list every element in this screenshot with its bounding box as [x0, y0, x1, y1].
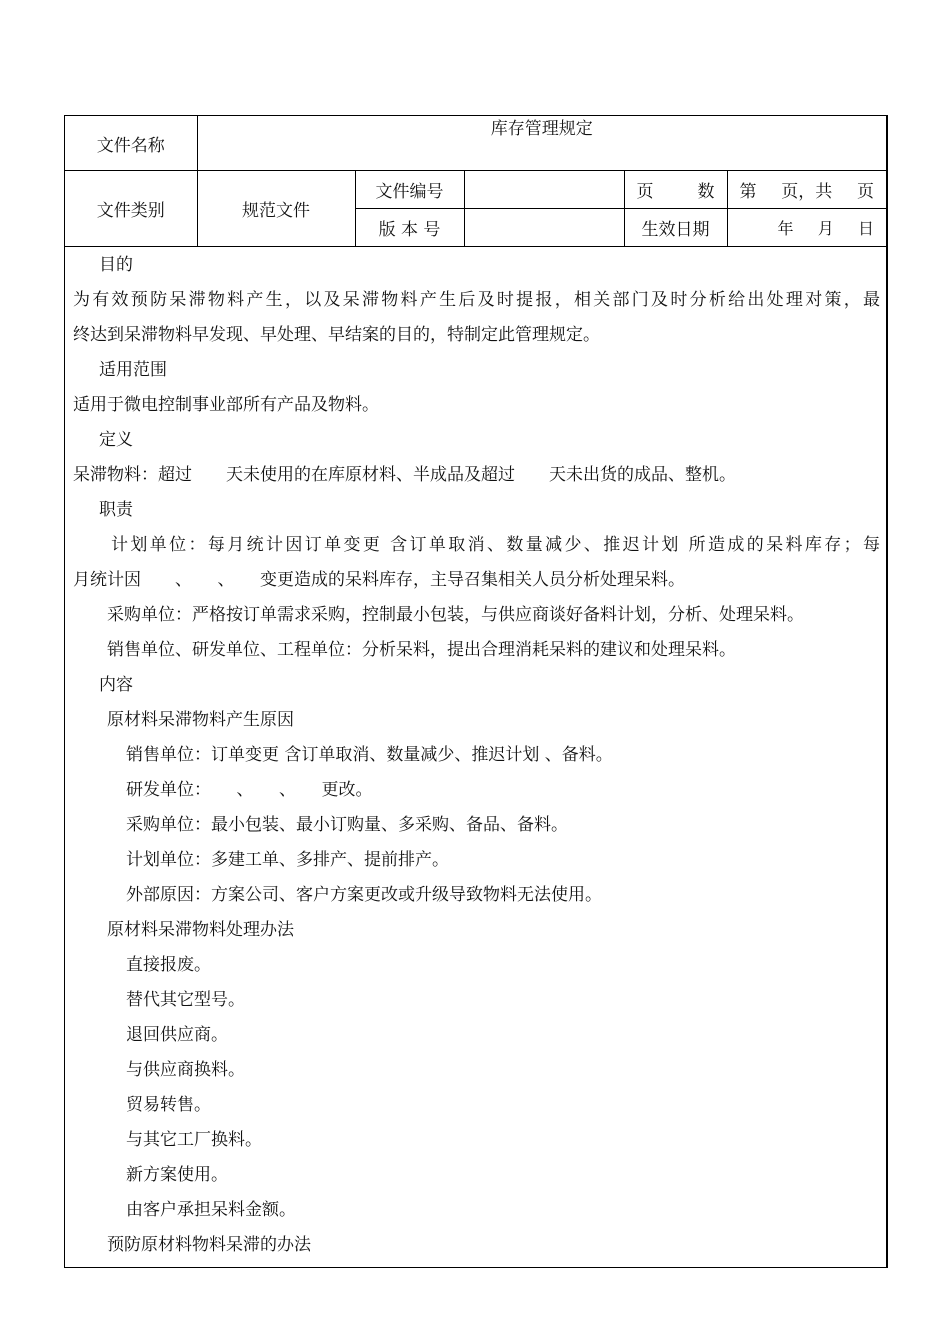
handling-item: 贸易转售。 — [126, 1095, 211, 1115]
handling-item: 替代其它型号。 — [126, 990, 245, 1010]
handling-item: 退回供应商。 — [126, 1025, 228, 1045]
cause-item: 外部原因：方案公司、客户方案更改或升级导致物料无法使用。 — [126, 885, 602, 905]
duties-planning-line1: 计划单位：每月统计因订单变更 含订单取消、数量减少、推迟计划 所造成的呆料库存；每 — [111, 535, 880, 555]
document-page — [64, 115, 888, 1268]
handling-item: 由客户承担呆料金额。 — [126, 1200, 296, 1220]
cause-item: 采购单位：最小包装、最小订购量、多采购、备品、备料。 — [126, 815, 568, 835]
pages-value-3: 页 — [857, 182, 874, 202]
pages-label — [624, 171, 727, 209]
subheading-handling: 原材料呆滞物料处理办法 — [107, 920, 294, 940]
date-day: 日 — [857, 219, 874, 238]
handling-item: 新方案使用。 — [126, 1165, 228, 1185]
scope-paragraph: 适用于微电控制事业部所有产品及物料。 — [73, 395, 379, 415]
section-heading-scope: 适用范围 — [99, 360, 167, 380]
definition-paragraph: 呆滞物料：超过 天未使用的在库原材料、半成品及超过 天未出货的成品、整机。 — [73, 465, 736, 485]
file-type-label: 文件类别 — [65, 171, 197, 247]
handling-item: 直接报废。 — [126, 955, 211, 975]
duties-sales-rd-eng: 销售单位、研发单位、工程单位：分析呆料，提出合理消耗呆料的建议和处理呆料。 — [107, 640, 736, 660]
pages-value-1: 第 — [739, 182, 757, 202]
subheading-causes: 原材料呆滞物料产生原因 — [107, 710, 294, 730]
handling-item: 与供应商换料。 — [126, 1060, 245, 1080]
cause-item: 销售单位：订单变更 含订单取消、数量减少、推迟计划 、备料。 — [126, 745, 613, 765]
document-title: 库存管理规定 — [197, 116, 886, 171]
file-no-label: 文件编号 — [355, 171, 464, 209]
pages-value — [727, 171, 886, 209]
purpose-paragraph-line1: 为有效预防呆滞物料产生，以及呆滞物料产生后及时提报，相关部门及时分析给出处理对策，最 — [73, 290, 880, 310]
date-year: 年 — [777, 219, 794, 238]
section-heading-content: 内容 — [99, 675, 133, 695]
duties-planning-line2: 月统计因 、 、 变更造成的呆料库存，主导召集相关人员分析处理呆料。 — [73, 570, 685, 590]
purpose-paragraph-line2: 终达到呆滞物料早发现、早处理、早结案的目的，特制定此管理规定。 — [73, 325, 600, 345]
cause-item: 研发单位： 、 、 更改。 — [126, 780, 373, 800]
document-header-table — [65, 116, 886, 247]
effective-date-value — [727, 209, 886, 247]
section-heading-duties: 职责 — [99, 500, 133, 520]
file-no-value — [464, 171, 624, 209]
version-label: 版 本 号 — [355, 209, 464, 247]
duties-purchasing: 采购单位：严格按订单需求采购，控制最小包装，与供应商谈好备料计划，分析、处理呆料。 — [107, 605, 804, 625]
section-heading-definition: 定义 — [99, 430, 133, 450]
date-month: 月 — [817, 219, 834, 238]
pages-value-2: 页，共 — [781, 182, 833, 202]
version-value — [464, 209, 624, 247]
subheading-prevention: 预防原材料物料呆滞的办法 — [107, 1235, 311, 1255]
section-heading-purpose: 目的 — [99, 255, 133, 275]
file-name-label: 文件名称 — [65, 116, 197, 171]
pages-label-2: 数 — [697, 182, 715, 202]
file-type-value: 规范文件 — [197, 171, 355, 247]
handling-item: 与其它工厂换料。 — [126, 1130, 262, 1150]
cause-item: 计划单位：多建工单、多排产、提前排产。 — [126, 850, 449, 870]
pages-label-1: 页 — [636, 182, 654, 202]
effective-date-label: 生效日期 — [624, 209, 727, 247]
